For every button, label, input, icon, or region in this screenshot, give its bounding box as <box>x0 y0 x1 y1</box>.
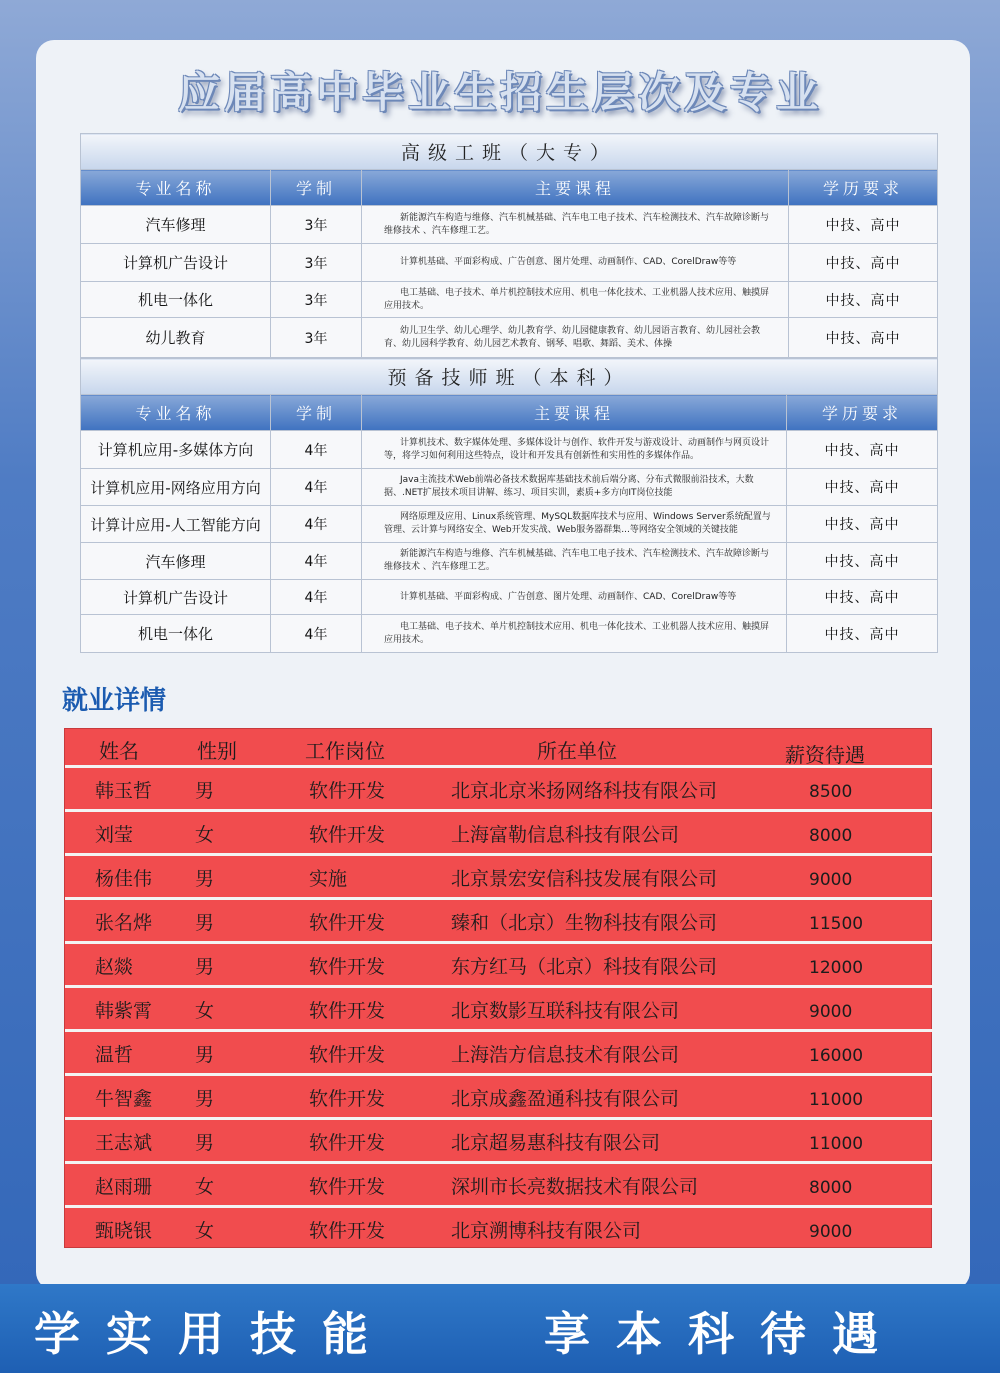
slogan-left: 学实用技能 <box>34 1307 394 1361</box>
table-row <box>81 431 938 469</box>
employee-name: 牛智鑫 <box>95 1088 153 1110</box>
table-row <box>65 1073 933 1117</box>
table-row <box>65 1161 933 1205</box>
major-name: 汽车修理 <box>81 543 271 580</box>
employee-salary: 8500 <box>809 782 853 802</box>
table-row <box>81 543 938 580</box>
major-years: 4年 <box>271 469 362 506</box>
employee-salary: 8000 <box>809 1178 853 1198</box>
major-years: 3年 <box>271 244 362 282</box>
employee-salary: 8000 <box>809 826 853 846</box>
major-name: 计算计应用-人工智能方向 <box>81 506 271 543</box>
major-years: 3年 <box>271 318 362 358</box>
employee-job: 软件开发 <box>309 1176 386 1198</box>
major-req: 中技、高中 <box>789 318 938 358</box>
page-title: 应届高中毕业生招生层次及专业 <box>177 68 822 117</box>
employee-salary: 16000 <box>809 1046 864 1066</box>
table-row <box>65 897 933 941</box>
major-req: 中技、高中 <box>789 244 938 282</box>
major-courses: 网络原理及应用、Linux系统管理、MySQL数据库技术与应用、Windows Server系统配置与管理、云计算与网络安全、Web开发实战、Web服务器群集...等网络安全领域的关键技能 <box>362 506 787 543</box>
table-row <box>65 853 933 897</box>
major-name: 计算机广告设计 <box>81 244 271 282</box>
course-table-technician <box>80 358 938 653</box>
major-name: 汽车修理 <box>81 206 271 244</box>
employee-gender: 男 <box>195 868 215 890</box>
major-req: 中技、高中 <box>789 282 938 318</box>
employee-job: 软件开发 <box>309 1132 386 1154</box>
employee-company: 北京超易惠科技有限公司 <box>451 1132 661 1154</box>
table-row <box>81 244 938 282</box>
employee-job: 软件开发 <box>309 1220 386 1242</box>
major-years: 4年 <box>271 431 362 469</box>
employee-job: 软件开发 <box>309 1088 386 1110</box>
employee-name: 韩玉哲 <box>95 780 153 802</box>
major-years: 3年 <box>271 282 362 318</box>
employee-gender: 男 <box>195 1044 215 1066</box>
employee-job: 软件开发 <box>309 956 386 978</box>
employee-name: 刘莹 <box>95 824 134 846</box>
employee-salary: 9000 <box>809 1222 853 1242</box>
major-name: 机电一体化 <box>81 282 271 318</box>
employee-job: 软件开发 <box>309 1044 386 1066</box>
major-courses: Java主流技术Web前端必备技术数据库基础技术前后端分离、分布式微服前沿技术，大数据、.NET扩展技术项目讲解、练习、项目实训，素质+多方向IT岗位技能 <box>362 469 787 506</box>
employee-name: 王志斌 <box>95 1132 153 1154</box>
major-years: 4年 <box>271 543 362 580</box>
header-name: 姓名 <box>99 739 139 763</box>
table-row <box>65 809 933 853</box>
table-row <box>65 941 933 985</box>
major-req: 中技、高中 <box>787 615 938 653</box>
employee-company: 上海富勒信息科技有限公司 <box>451 824 680 846</box>
major-name: 机电一体化 <box>81 615 271 653</box>
employee-gender: 男 <box>195 956 215 978</box>
major-courses: 计算机基础、平面彩构成、广告创意、图片处理、动画制作、CAD、CorelDraw等等 <box>362 244 789 282</box>
col-header-req: 学历要求 <box>789 170 938 206</box>
section-heading: 高级工班（大专） <box>81 134 938 170</box>
major-years: 4年 <box>271 615 362 653</box>
major-courses: 计算机技术、数字媒体处理、多媒体设计与创作、软件开发与游戏设计、动画制作与网页设计等，将学习如何利用这些特点，设计和开发具有创新性和实用性的多媒体作品。 <box>362 431 787 469</box>
employee-gender: 男 <box>195 1132 215 1154</box>
major-req: 中技、高中 <box>787 469 938 506</box>
employee-job: 软件开发 <box>309 912 386 934</box>
employee-salary: 11500 <box>809 914 864 934</box>
employee-gender: 女 <box>195 824 215 846</box>
slogan-banner <box>0 1284 1000 1373</box>
header-company: 所在单位 <box>537 739 617 763</box>
table-row <box>65 1029 933 1073</box>
major-req: 中技、高中 <box>787 543 938 580</box>
employee-name: 韩紫霄 <box>95 1000 153 1022</box>
employee-company: 北京北京米扬网络科技有限公司 <box>451 780 718 802</box>
employee-name: 赵雨珊 <box>95 1176 153 1198</box>
table-row <box>81 318 938 358</box>
employee-gender: 女 <box>195 1000 215 1022</box>
major-years: 3年 <box>271 206 362 244</box>
table-row <box>81 206 938 244</box>
table-row <box>81 580 938 615</box>
table-row <box>81 506 938 543</box>
table-row <box>65 1205 933 1249</box>
major-courses: 新能源汽车构造与维修、汽车机械基础、汽车电工电子技术、汽车检测技术、汽车故障诊断与维修技术 、汽车修理工艺。 <box>362 206 789 244</box>
employee-company: 东方红马（北京）科技有限公司 <box>451 956 718 978</box>
major-years: 4年 <box>271 580 362 615</box>
col-header-courses: 主要课程 <box>362 170 789 206</box>
employee-salary: 12000 <box>809 958 864 978</box>
table-row <box>65 1117 933 1161</box>
table-row <box>81 282 938 318</box>
employee-job: 软件开发 <box>309 1000 386 1022</box>
header-salary: 薪资待遇 <box>785 743 865 767</box>
col-header-years: 学制 <box>271 170 362 206</box>
employee-name: 张名烨 <box>95 912 153 934</box>
employee-salary: 11000 <box>809 1134 864 1154</box>
employment-table <box>64 728 932 1248</box>
slogan-right: 享本科待遇 <box>544 1307 904 1361</box>
employee-company: 北京成鑫盈通科技有限公司 <box>451 1088 680 1110</box>
major-courses: 电工基础、电子技术、单片机控制技术应用、机电一体化技术、工业机器人技术应用、触摸屏应用技术。 <box>362 615 787 653</box>
col-header-years: 学制 <box>271 395 362 431</box>
table-row <box>65 765 933 809</box>
employee-gender: 女 <box>195 1176 215 1198</box>
employee-name: 温哲 <box>95 1044 134 1066</box>
employment-title: 就业详情 <box>62 686 167 716</box>
col-header-courses: 主要课程 <box>362 395 787 431</box>
col-header-name: 专业名称 <box>81 395 271 431</box>
major-req: 中技、高中 <box>787 506 938 543</box>
major-req: 中技、高中 <box>787 431 938 469</box>
header-job: 工作岗位 <box>305 739 385 763</box>
employee-gender: 男 <box>195 780 215 802</box>
header-gender: 性别 <box>197 739 237 763</box>
employee-company: 臻和（北京）生物科技有限公司 <box>451 912 718 934</box>
col-header-name: 专业名称 <box>81 170 271 206</box>
employee-gender: 男 <box>195 1088 215 1110</box>
major-name: 幼儿教育 <box>81 318 271 358</box>
employee-gender: 男 <box>195 912 215 934</box>
table-row <box>81 615 938 653</box>
employee-salary: 9000 <box>809 870 853 890</box>
major-courses: 计算机基础、平面彩构成、广告创意、图片处理、动画制作、CAD、CorelDraw等等 <box>362 580 787 615</box>
employee-salary: 11000 <box>809 1090 864 1110</box>
major-courses: 电工基础、电子技术、单片机控制技术应用、机电一体化技术、工业机器人技术应用、触摸屏应用技术。 <box>362 282 789 318</box>
employee-gender: 女 <box>195 1220 215 1242</box>
major-years: 4年 <box>271 506 362 543</box>
table-row <box>81 469 938 506</box>
employee-company: 北京景宏安信科技发展有限公司 <box>451 868 718 890</box>
major-req: 中技、高中 <box>787 580 938 615</box>
employee-company: 北京溯博科技有限公司 <box>451 1220 642 1242</box>
section-heading: 预备技师班（本科） <box>81 359 938 395</box>
employee-company: 北京数影互联科技有限公司 <box>451 1000 680 1022</box>
course-table-advanced <box>80 133 938 358</box>
col-header-req: 学历要求 <box>787 395 938 431</box>
employee-job: 实施 <box>309 868 348 890</box>
employee-job: 软件开发 <box>309 780 386 802</box>
employee-company: 上海浩方信息技术有限公司 <box>451 1044 680 1066</box>
employee-name: 杨佳伟 <box>95 868 153 890</box>
employee-company: 深圳市长亮数据技术有限公司 <box>451 1176 699 1198</box>
employee-name: 赵燚 <box>95 956 134 978</box>
employee-name: 甄晓银 <box>95 1220 153 1242</box>
major-name: 计算机广告设计 <box>81 580 271 615</box>
major-name: 计算机应用-多媒体方向 <box>81 431 271 469</box>
major-courses: 新能源汽车构造与维修、汽车机械基础、汽车电工电子技术、汽车检测技术、汽车故障诊断与维修技术 、汽车修理工艺。 <box>362 543 787 580</box>
employee-job: 软件开发 <box>309 824 386 846</box>
major-name: 计算机应用-网络应用方向 <box>81 469 271 506</box>
table-row <box>65 985 933 1029</box>
major-courses: 幼儿卫生学、幼儿心理学、幼儿教育学、幼儿园健康教育、幼儿园语言教育、幼儿园社会教育、幼儿园科学教育、幼儿园艺术教育、钢琴、唱歌、舞蹈、美术、体操 <box>362 318 789 358</box>
major-req: 中技、高中 <box>789 206 938 244</box>
employee-salary: 9000 <box>809 1002 853 1022</box>
